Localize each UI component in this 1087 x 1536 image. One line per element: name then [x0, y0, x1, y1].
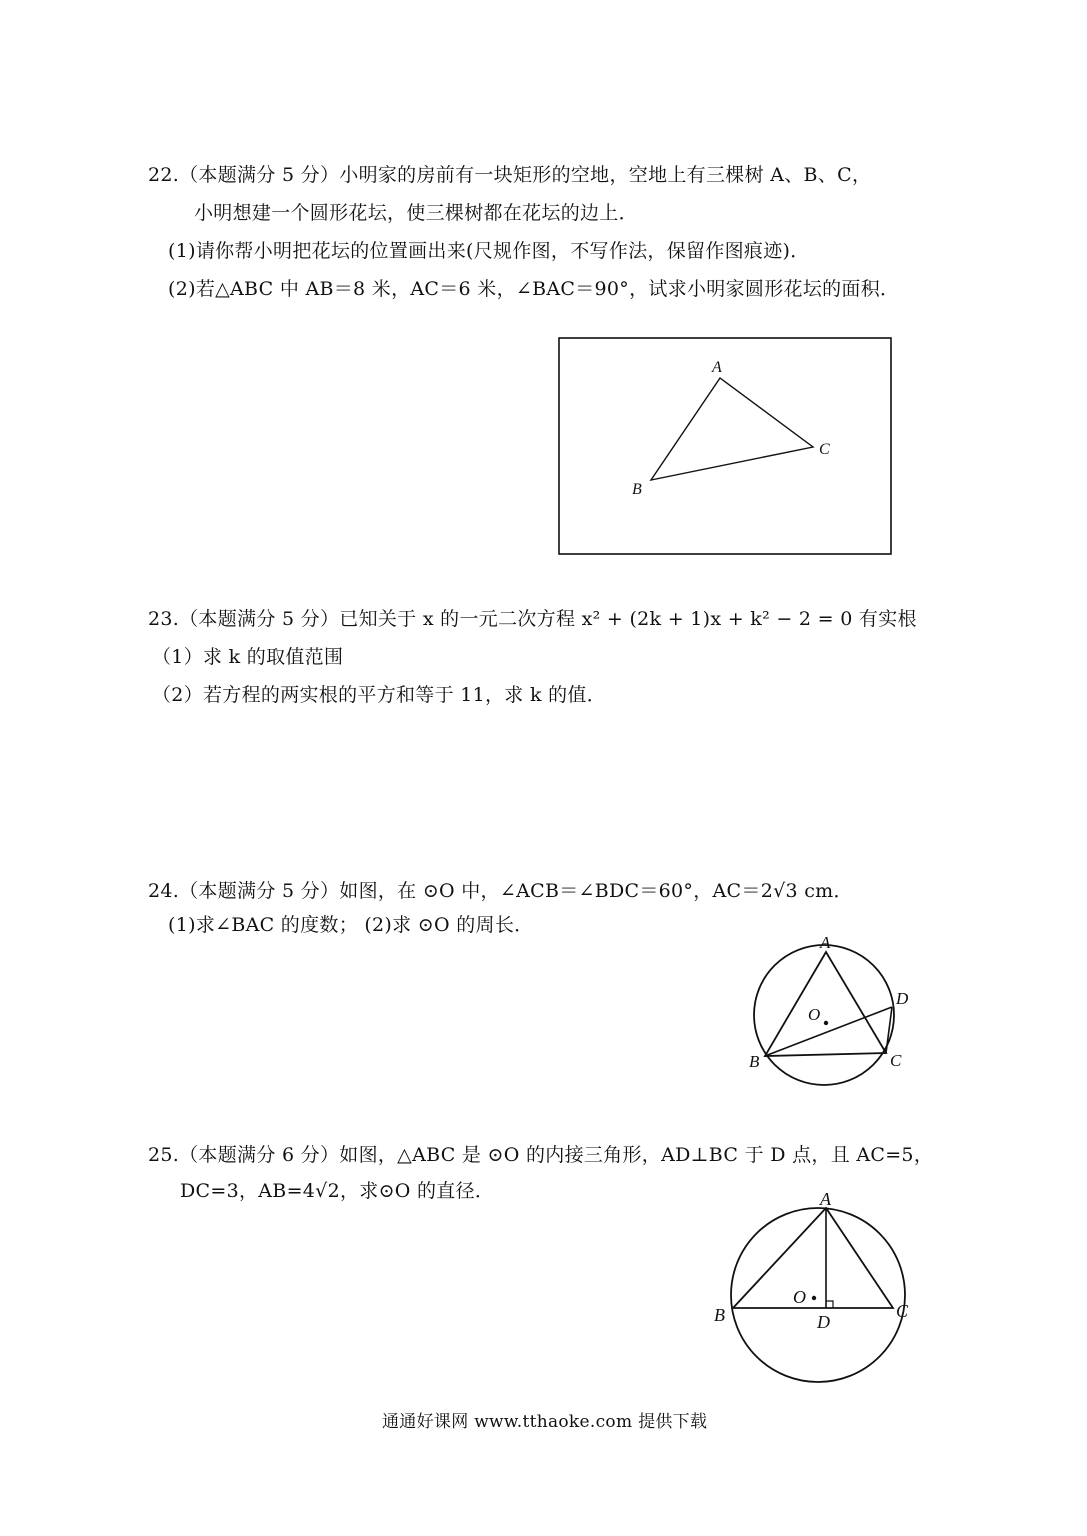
q25-right-angle-mark [826, 1301, 833, 1308]
q23-part2: （2）若方程的两实根的平方和等于 11，求 k 的值． [152, 684, 606, 706]
q24-figure [740, 928, 930, 1088]
q24-triangle-abc [765, 952, 886, 1056]
q24-label-d: D [896, 989, 909, 1008]
q22-triangle [651, 378, 813, 480]
q25-center-dot [812, 1296, 816, 1300]
q25-label-o: O [793, 1287, 806, 1307]
q22-part1: (1)请你帮小明把花坛的位置画出来(尺规作图，不写作法，保留作图痕迹)． [168, 240, 810, 262]
q24-parts: (1)求∠BAC 的度数； (2)求 ⊙O 的周长． [168, 914, 534, 936]
q23-part1: （1）求 k 的取值范围 [152, 646, 344, 668]
q25-circle [731, 1208, 905, 1382]
q25-triangle-abc [733, 1208, 893, 1308]
q23-stem: 23.（本题满分 5 分）已知关于 x 的一元二次方程 x² + (2k + 1)x + k² − 2 = 0 有实根 [148, 608, 917, 630]
q24-label-o: O [808, 1005, 821, 1024]
q22-label-b: B [632, 481, 642, 498]
q24-segment-dc [886, 1007, 892, 1053]
q22-stem-line2: 小明想建一个圆形花坛，使三棵树都在花坛的边上． [194, 202, 638, 224]
q22-label-c: C [819, 441, 830, 458]
q22-label-a: A [712, 359, 722, 376]
q22-figure [550, 330, 900, 562]
q24-label-c: C [890, 1051, 902, 1070]
q22-part2: (2)若△ABC 中 AB＝8 米，AC＝6 米，∠BAC＝90°，试求小明家圆形花坛的面积． [168, 278, 900, 300]
q25-figure [705, 1188, 930, 1388]
q25-label-a: A [820, 1189, 831, 1209]
q24-center-dot [824, 1021, 828, 1025]
q25-label-c: C [896, 1301, 909, 1321]
q25-stem-line2: DC=3，AB=4√2，求⊙O 的直径． [180, 1180, 495, 1202]
footer-source: 通通好课网 www.tthaoke.com 提供下载 [382, 1412, 708, 1432]
q25-label-b: B [714, 1305, 725, 1325]
q24-stem: 24.（本题满分 5 分）如图，在 ⊙O 中，∠ACB＝∠BDC＝60°，AC＝2√3 cm． [148, 880, 853, 902]
q24-label-b: B [749, 1052, 760, 1071]
q22-rectangle [559, 338, 891, 554]
q25-label-d: D [817, 1312, 830, 1332]
q25-stem-line1: 25.（本题满分 6 分）如图，△ABC 是 ⊙O 的内接三角形，AD⊥BC 于 D 点，且 AC=5， [148, 1144, 934, 1166]
q22-stem-line1: 22.（本题满分 5 分）小明家的房前有一块矩形的空地，空地上有三棵树 A、B、C， [148, 164, 872, 186]
q24-label-a: A [820, 933, 831, 952]
